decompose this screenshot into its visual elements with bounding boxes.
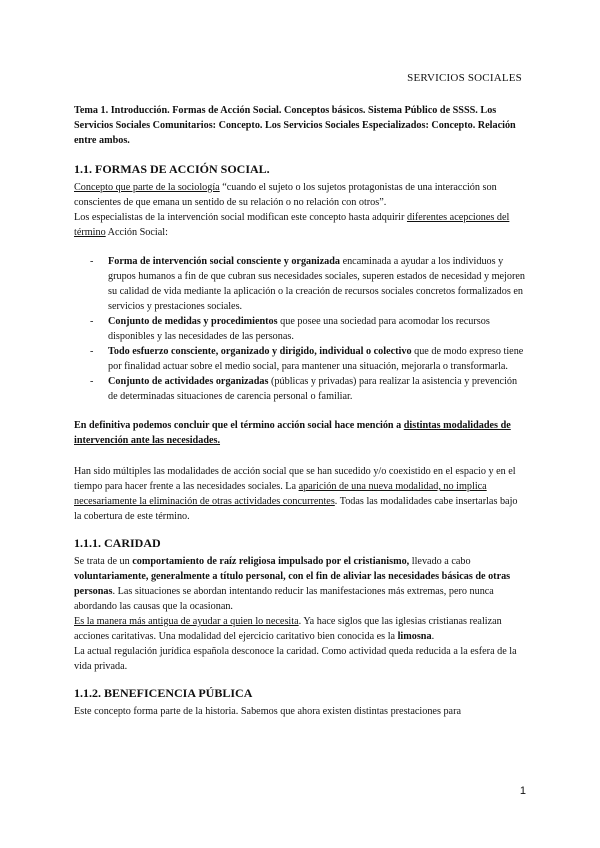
list-item-bold: Todo esfuerzo consciente, organizado y dirigido, individual o colectivo (108, 346, 412, 357)
bold-text: En definitiva podemos concluir que el término acción social hace mención a (74, 420, 404, 431)
underlined-text: distintas modalidades de intervención ante las necesidades. (74, 420, 511, 446)
paragraph-text: llevado a cabo (409, 556, 471, 567)
paragraph-text: “cuando el sujeto o los sujetos protagonistas de una interacción son conscientes de que emana un sentido de su relación o no relación con otros”. (74, 182, 497, 208)
paragraph-text: Han sido múltiples las modalidades de acción social que se han sucedido y/o coexistido en el espacio y en el tiempo para hacer frente a las necesidades sociales. La (74, 466, 516, 492)
bold-text: comportamiento de raíz religiosa impulsado por el cristianismo, (132, 556, 410, 567)
paragraph-modalidades (74, 464, 526, 524)
document-body (74, 103, 526, 719)
underlined-text: Concepto que parte de la sociología (74, 182, 220, 193)
page-number: 1 (519, 785, 526, 797)
list-item (74, 344, 526, 374)
paragraph-especialistas (74, 210, 526, 240)
paragraph-text: Acción Social: (105, 227, 168, 238)
list-item-bold: Forma de intervención social consciente y organizada (108, 256, 341, 267)
paragraph-caridad (74, 554, 526, 614)
paragraph-text: . Todas las modalidades cabe insertarlas bajo la cobertura de este término. (74, 496, 518, 522)
topic-title: Tema 1. Introducción. Formas de Acción Social. Conceptos básicos. Sistema Público de SSSS. Los Servicios Sociales Comunitarios: Concepto. Los Servicios Sociales Especializados: Concepto. Relación entre ambos. (74, 105, 516, 146)
section-heading-beneficencia: 1.1.2. BENEFICENCIA PÚBLICA (74, 686, 253, 700)
list-item (74, 314, 526, 344)
list-item (74, 374, 526, 404)
underlined-text: Es la manera más antigua de ayudar a quien lo necesita (74, 616, 299, 627)
list-item-text: que posee una sociedad para acomodar los recursos disponibles y las necesidades de las personas. (108, 316, 490, 342)
list-item-text: encaminada a ayudar a los individuos y grupos humanos a fin de que cubran sus necesidades sociales, superen estados de necesidad y mejoren su calidad de vida mediante la aplicación o la creación de recursos sociales concretos formalizados en servicios y prestaciones sociales. (108, 256, 525, 312)
paragraph-text: . Ya hace siglos que las iglesias cristianas realizan acciones caritativas. Una modalidad del ejercicio caritativo bien conocida es la (74, 616, 502, 642)
list-item-text: que de modo expreso tiene por finalidad actuar sobre el medio social, para mantener una situación, mejorarla o transformarla. (108, 346, 524, 372)
paragraph-antigua (74, 614, 526, 644)
underlined-text: aparición de una nueva modalidad, no implica necesariamente la eliminación de otras actividades concurrentes (74, 481, 487, 507)
bold-text: limosna (397, 631, 432, 642)
list-item (74, 254, 526, 314)
section-heading-caridad: 1.1.1. CARIDAD (74, 536, 161, 550)
running-header: SERVICIOS SOCIALES (407, 72, 522, 84)
paragraph-conclusion (74, 418, 526, 448)
paragraph-text: . (431, 631, 435, 642)
paragraph-text: Se trata de un (74, 556, 133, 567)
list-item-bold: Conjunto de actividades organizadas (108, 376, 269, 387)
paragraph-regulacion: La actual regulación jurídica española desconoce la caridad. Como actividad queda reducida a la esfera de la vida privada. (74, 646, 517, 672)
paragraph-concepto (74, 180, 526, 210)
paragraph-text: . Las situaciones se abordan intentando reducir las manifestaciones más extremas, pero nunca abordando las causas que la ocasionan. (74, 586, 494, 612)
paragraph-beneficencia: Este concepto forma parte de la historia. Sabemos que ahora existen distintas prestaciones para (74, 706, 461, 717)
bold-text: voluntariamente, generalmente a título personal, con el fin de aliviar las necesidades básicas de otras personas (74, 571, 511, 597)
list-item-bold: Conjunto de medidas y procedimientos (108, 316, 278, 327)
underlined-text: diferentes acepciones del término (74, 212, 510, 238)
accion-social-list (74, 254, 526, 404)
section-heading-formas: 1.1. FORMAS DE ACCIÓN SOCIAL. (74, 162, 270, 176)
paragraph-text: Los especialistas de la intervención social modifican este concepto hasta adquirir (74, 212, 407, 223)
list-item-text: (públicas y privadas) para realizar la asistencia y prevención de determinadas situaciones de carencia personal o familiar. (108, 376, 518, 402)
